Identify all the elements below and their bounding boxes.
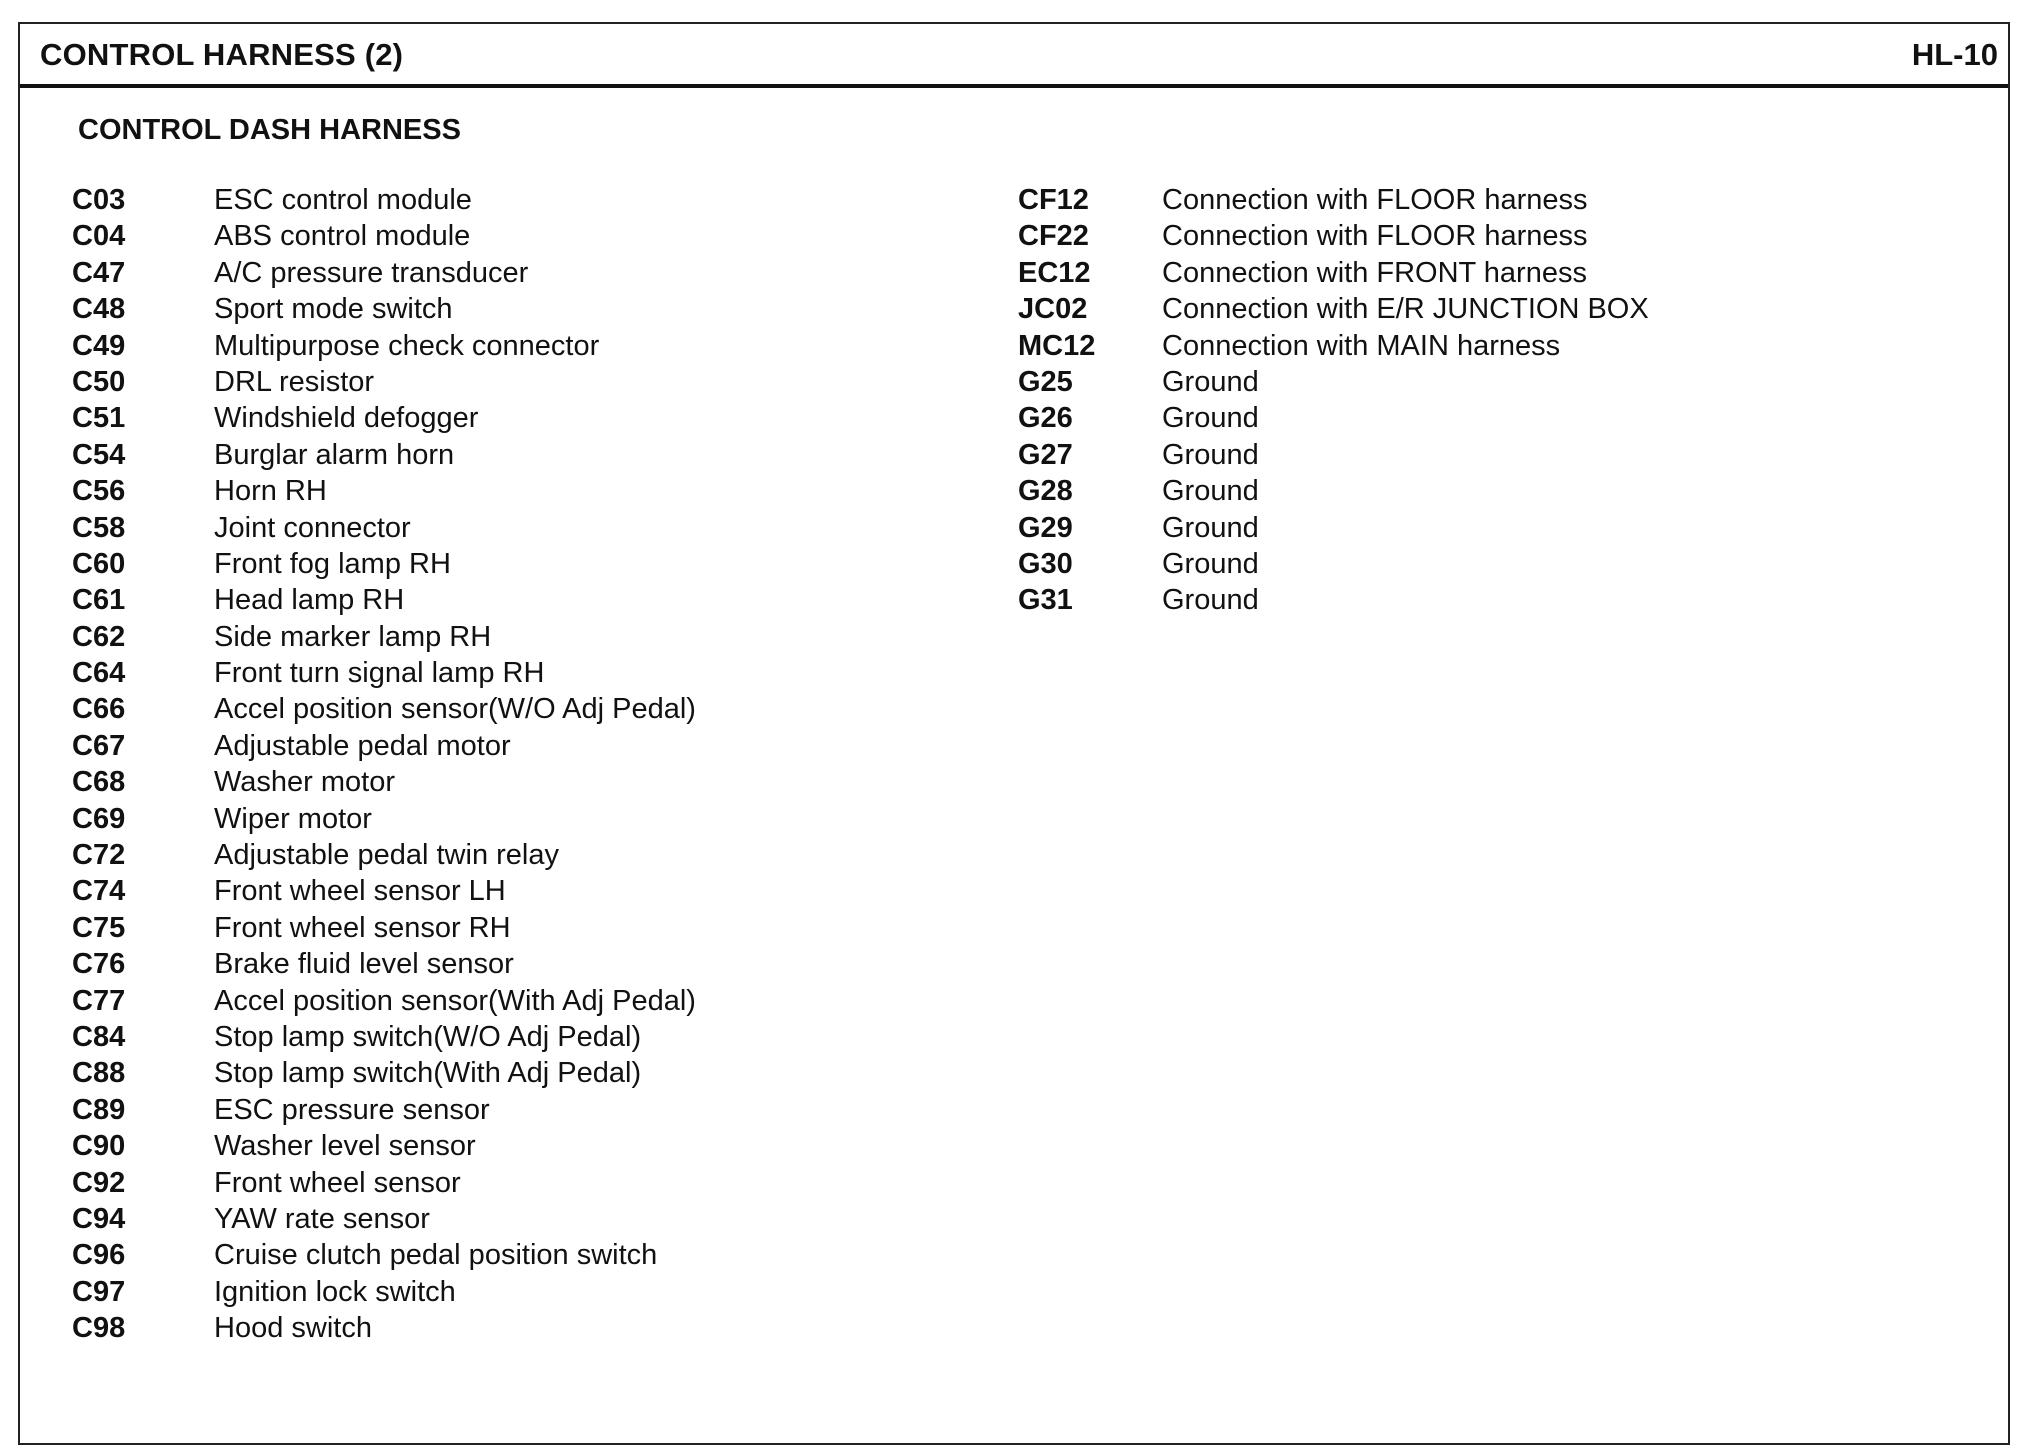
connector-code: C94: [72, 1202, 126, 1235]
connector-code: C92: [72, 1166, 126, 1199]
connector-row: [1018, 218, 1649, 254]
connector-code: G27: [1018, 438, 1073, 471]
connector-code: G29: [1018, 511, 1073, 544]
connector-row: [72, 218, 696, 254]
connector-code: C47: [72, 256, 126, 289]
connector-description: Ground: [1162, 475, 1259, 508]
connector-description: Hood switch: [214, 1312, 372, 1345]
connector-description: Ground: [1162, 584, 1259, 617]
connector-description: Washer level sensor: [214, 1130, 476, 1163]
connector-row: [72, 1165, 696, 1201]
connector-code: C61: [72, 584, 126, 617]
connector-code: C88: [72, 1057, 126, 1090]
connector-row: [72, 437, 696, 473]
connector-description: Wiper motor: [214, 802, 372, 835]
connector-code: C03: [72, 184, 126, 216]
connector-code: EC12: [1018, 256, 1091, 289]
connector-description: ESC pressure sensor: [214, 1093, 490, 1126]
connector-description: Side marker lamp RH: [214, 620, 492, 653]
connector-row: [72, 1274, 696, 1310]
connector-description: Sport mode switch: [214, 293, 453, 326]
connector-row: [72, 728, 696, 764]
connector-row: [72, 983, 696, 1019]
connector-description: Head lamp RH: [214, 584, 405, 617]
connector-code: C69: [72, 802, 126, 835]
connector-code: C97: [72, 1275, 126, 1308]
connector-row: [72, 328, 696, 364]
connector-description: YAW rate sensor: [214, 1202, 430, 1235]
page-title: CONTROL HARNESS (2): [40, 37, 404, 72]
connector-row: [72, 1310, 696, 1346]
connector-row: [72, 1055, 696, 1091]
connector-row: [72, 1092, 696, 1128]
connector-description: Windshield defogger: [214, 402, 479, 435]
connector-code: G31: [1018, 584, 1073, 617]
connector-row: [72, 546, 696, 582]
connector-description: Burglar alarm horn: [214, 438, 455, 471]
connector-code: C50: [72, 365, 126, 398]
connector-row: [1018, 255, 1649, 291]
connector-row: [72, 837, 696, 873]
connector-code: JC02: [1018, 293, 1088, 326]
connector-code: C64: [72, 657, 126, 690]
connector-row: [72, 1237, 696, 1273]
connector-code: G25: [1018, 365, 1073, 398]
connector-list-right: [1018, 182, 1649, 619]
connector-row: [1018, 546, 1649, 582]
connector-row: [72, 910, 696, 946]
connector-description: Ground: [1162, 365, 1259, 398]
connector-description: Connection with FLOOR harness: [1162, 220, 1588, 253]
connector-code: G28: [1018, 475, 1073, 508]
connector-row: [72, 582, 696, 618]
connector-code: C98: [72, 1312, 126, 1345]
connector-description: Ground: [1162, 402, 1259, 435]
connector-row: [72, 291, 696, 327]
connector-code: C76: [72, 948, 126, 981]
connector-description: Front turn signal lamp RH: [214, 657, 545, 690]
connector-row: [72, 655, 696, 691]
connector-description: Joint connector: [214, 511, 411, 544]
connector-row: [72, 182, 696, 218]
connector-row: [1018, 182, 1649, 218]
connector-row: [72, 510, 696, 546]
connector-row: [1018, 510, 1649, 546]
connector-row: [72, 473, 696, 509]
connector-description: Adjustable pedal motor: [214, 729, 511, 762]
connector-list-left: [72, 182, 696, 1347]
connector-code: C89: [72, 1093, 126, 1126]
connector-row: [72, 764, 696, 800]
connector-description: Ignition lock switch: [214, 1275, 456, 1308]
connector-description: Connection with FLOOR harness: [1162, 184, 1588, 216]
connector-code: C72: [72, 839, 126, 872]
connector-row: [72, 1201, 696, 1237]
connector-row: [1018, 328, 1649, 364]
connector-description: Ground: [1162, 438, 1259, 471]
connector-row: [1018, 291, 1649, 327]
connector-code: C58: [72, 511, 126, 544]
connector-code: CF12: [1018, 184, 1089, 216]
connector-row: [72, 801, 696, 837]
connector-description: Horn RH: [214, 475, 327, 508]
connector-code: C56: [72, 475, 126, 508]
connector-code: G26: [1018, 402, 1073, 435]
connector-code: C62: [72, 620, 126, 653]
connector-row: [1018, 400, 1649, 436]
connector-row: [1018, 437, 1649, 473]
connector-description: Connection with MAIN harness: [1162, 329, 1561, 362]
connector-row: [72, 619, 696, 655]
connector-code: C84: [72, 1020, 126, 1053]
connector-code: C60: [72, 547, 126, 580]
connector-description: ESC control module: [214, 184, 472, 216]
connector-description: ABS control module: [214, 220, 471, 253]
connector-description: A/C pressure transducer: [214, 256, 529, 289]
connector-description: Connection with FRONT harness: [1162, 256, 1587, 289]
connector-row: [1018, 473, 1649, 509]
connector-description: Front wheel sensor RH: [214, 911, 511, 944]
connector-description: Front fog lamp RH: [214, 547, 451, 580]
connector-description: Ground: [1162, 511, 1259, 544]
connector-description: Washer motor: [214, 766, 396, 799]
connector-code: C54: [72, 438, 126, 471]
connector-row: [1018, 582, 1649, 618]
connector-row: [72, 1019, 696, 1055]
page-number: HL-10: [1911, 37, 1998, 72]
connector-code: C96: [72, 1239, 126, 1272]
section-title: CONTROL DASH HARNESS: [78, 114, 461, 146]
connector-code: C90: [72, 1130, 126, 1163]
connector-description: Accel position sensor(W/O Adj Pedal): [214, 693, 696, 726]
connector-description: Cruise clutch pedal position switch: [214, 1239, 658, 1272]
connector-description: Accel position sensor(With Adj Pedal): [214, 984, 696, 1017]
connector-code: C48: [72, 293, 126, 326]
page-frame: [18, 22, 2010, 1445]
connector-description: Adjustable pedal twin relay: [214, 839, 559, 872]
connector-description: Multipurpose check connector: [214, 329, 600, 362]
connector-code: C68: [72, 766, 126, 799]
connector-description: Connection with E/R JUNCTION BOX: [1162, 293, 1649, 326]
connector-row: [72, 400, 696, 436]
connector-code: C77: [72, 984, 126, 1017]
connector-description: Stop lamp switch(With Adj Pedal): [214, 1057, 642, 1090]
connector-row: [72, 873, 696, 909]
connector-row: [72, 946, 696, 982]
connector-description: Front wheel sensor LH: [214, 875, 506, 908]
connector-row: [72, 255, 696, 291]
connector-description: Front wheel sensor: [214, 1166, 461, 1199]
connector-code: C66: [72, 693, 126, 726]
connector-description: DRL resistor: [214, 365, 375, 398]
connector-code: C74: [72, 875, 126, 908]
connector-row: [72, 364, 696, 400]
connector-code: C04: [72, 220, 126, 253]
connector-code: C49: [72, 329, 126, 362]
connector-code: C75: [72, 911, 126, 944]
connector-description: Stop lamp switch(W/O Adj Pedal): [214, 1020, 642, 1053]
connector-row: [1018, 364, 1649, 400]
connector-row: [72, 691, 696, 727]
connector-code: C51: [72, 402, 126, 435]
connector-code: C67: [72, 729, 126, 762]
page-header: [20, 24, 2008, 88]
connector-code: MC12: [1018, 329, 1096, 362]
connector-description: Ground: [1162, 547, 1259, 580]
connector-code: G30: [1018, 547, 1073, 580]
connector-code: CF22: [1018, 220, 1089, 253]
connector-description: Brake fluid level sensor: [214, 948, 514, 981]
connector-row: [72, 1128, 696, 1164]
